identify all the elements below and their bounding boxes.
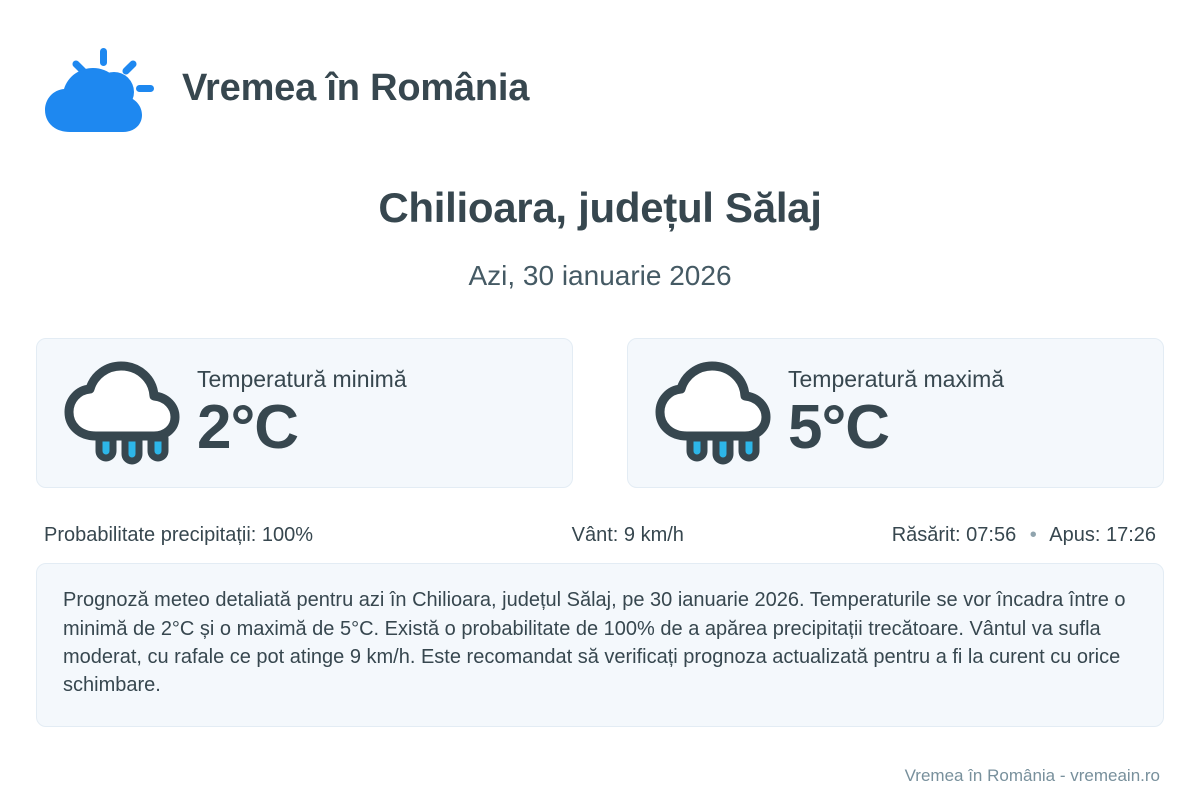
rain-cloud-icon	[654, 358, 774, 468]
sunset-value: Apus: 17:26	[1049, 524, 1156, 547]
wind-stat: Vânt: 9 km/h	[571, 524, 684, 547]
card-min-label: Temperatură minimă	[197, 366, 407, 393]
card-max-text	[788, 366, 1005, 463]
stat-separator: •	[1029, 524, 1037, 547]
card-max-label: Temperatură maximă	[788, 366, 1005, 393]
rain-cloud-icon	[63, 358, 183, 468]
page-date: Azi, 30 ianuarie 2026	[468, 260, 732, 292]
page-title: Chilioara, județul Sălaj	[378, 184, 822, 231]
sunrise-value: Răsărit: 07:56	[891, 524, 1017, 547]
card-max-temperature	[627, 338, 1164, 488]
brand-header	[36, 40, 1164, 136]
card-max-value: 5°C	[788, 393, 890, 463]
card-min-value: 2°C	[197, 393, 299, 463]
weather-stats	[36, 524, 1164, 547]
card-min-text	[197, 366, 407, 463]
sun-cloud-icon	[40, 40, 160, 136]
precipitation-stat: Probabilitate precipitații: 100%	[44, 524, 314, 547]
footer-credit: Vremea în România - vremeain.ro	[904, 766, 1160, 785]
brand-title: Vremea în România	[182, 66, 530, 109]
temperature-cards	[36, 338, 1164, 488]
card-min-temperature	[36, 338, 573, 488]
sun-stat	[767, 524, 1156, 547]
forecast-description: Prognoză meteo detaliată pentru azi în Chilioara, județul Sălaj, pe 30 ianuarie 2026. Temperaturile se vor încadra între o minimă de 2°C și o maximă de 5°C. Există o probabilitate de 100% de a apărea precipitații trecătoare. Vântul va sufla moderat, cu rafale ce pot atinge 9 km/h. Este recomandat să verificați prognoza actualizată pentru a fi la curent cu orice schimbare.	[36, 563, 1164, 727]
